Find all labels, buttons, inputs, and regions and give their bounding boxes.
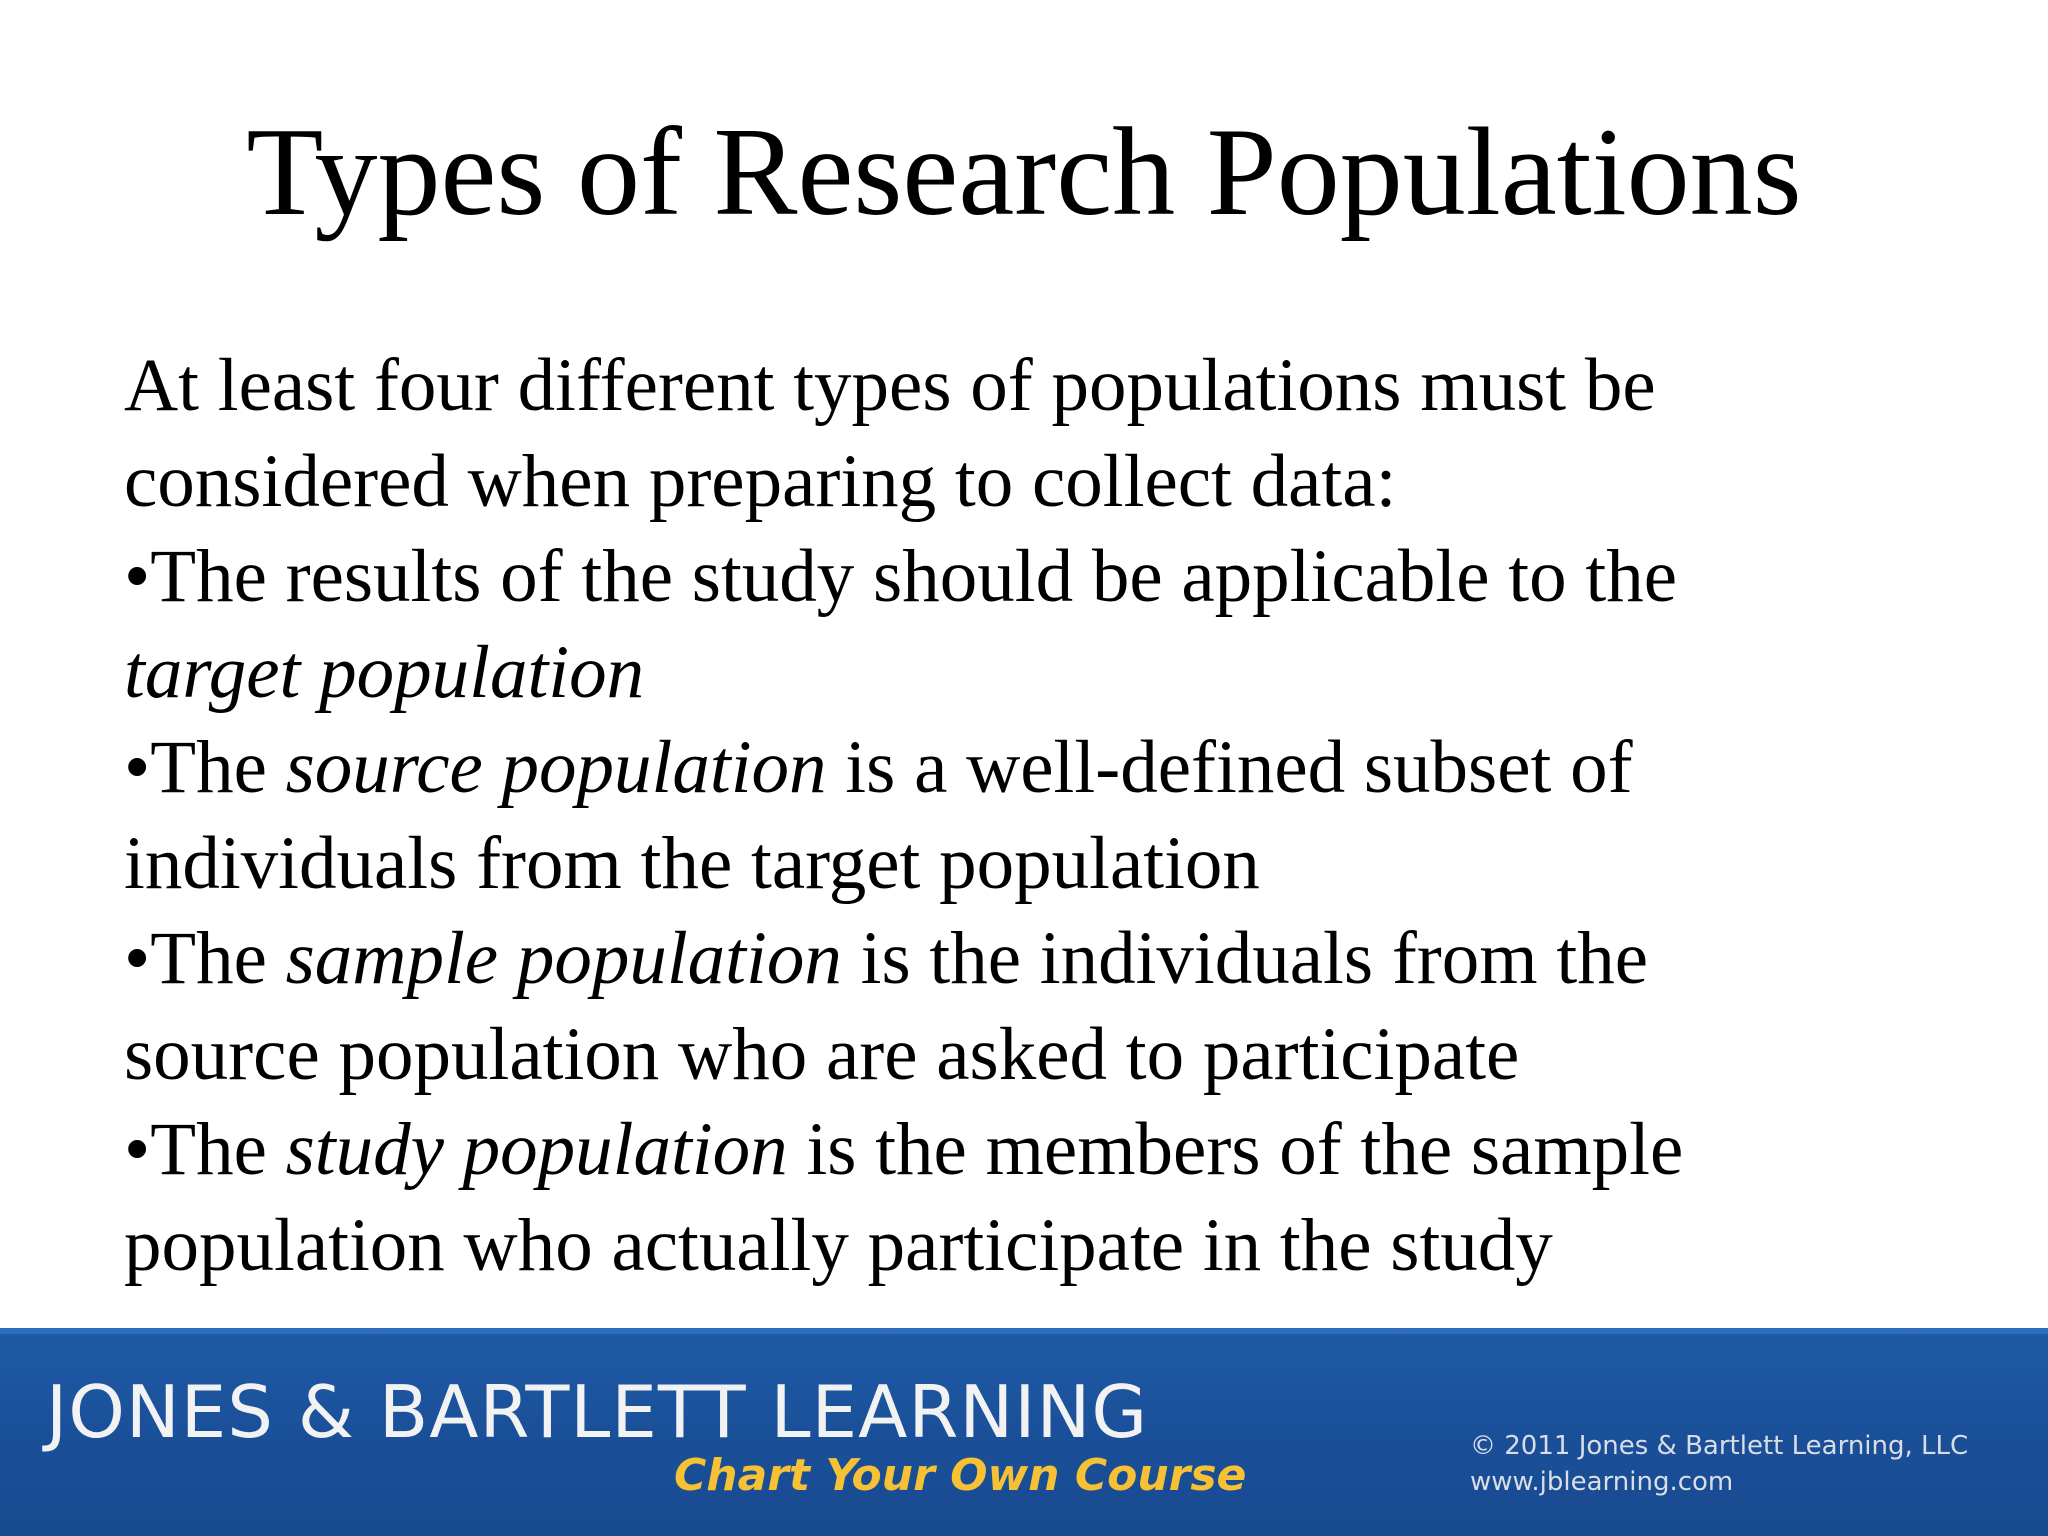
publisher-logo-text: JONES & BARTLETT LEARNING: [46, 1370, 1149, 1454]
bullet-sample-population-continuation: source population who are asked to participate: [124, 1012, 1520, 1096]
bullet-text: is a well-defined subset of: [826, 726, 1633, 809]
bullet-text: is the members of the sample: [787, 1108, 1684, 1191]
footer-divider: [0, 1328, 2048, 1334]
intro-line: considered when preparing to collect data:: [124, 439, 1397, 523]
bullet-target-population-term-line: [124, 625, 2004, 721]
bullet-target-population: [124, 529, 2004, 625]
publisher-website: www.jblearning.com: [1470, 1467, 1734, 1497]
bullet-source-population-continuation: individuals from the target population: [124, 821, 1260, 905]
term-target-population: target population: [124, 630, 645, 714]
bullet-text: •The results of the study should be applicable to the: [124, 535, 1677, 618]
bullet-text: •The: [124, 1108, 286, 1191]
bullet-study-population-continuation: population who actually participate in the study: [124, 1203, 1553, 1287]
copyright-notice: © 2011 Jones & Bartlett Learning, LLC: [1470, 1431, 1969, 1461]
publisher-tagline: Chart Your Own Course: [674, 1450, 1247, 1501]
term-sample-population: sample population: [285, 917, 842, 1000]
bullet-text: is the individuals from the: [841, 917, 1648, 1000]
bullet-text: •The: [124, 917, 286, 1000]
slide-body: [124, 338, 2004, 1293]
intro-line: At least four different types of populations must be: [124, 344, 1656, 427]
publisher-footer-band: [0, 1328, 2048, 1536]
bullet-sample-population: [124, 911, 2004, 1007]
bullet-study-population: [124, 1102, 2004, 1198]
bullet-source-population: [124, 720, 2004, 816]
term-source-population: source population: [285, 726, 827, 809]
term-study-population: study population: [285, 1108, 788, 1191]
slide-title: Types of Research Populations: [246, 103, 1802, 242]
bullet-text: •The: [124, 726, 286, 809]
